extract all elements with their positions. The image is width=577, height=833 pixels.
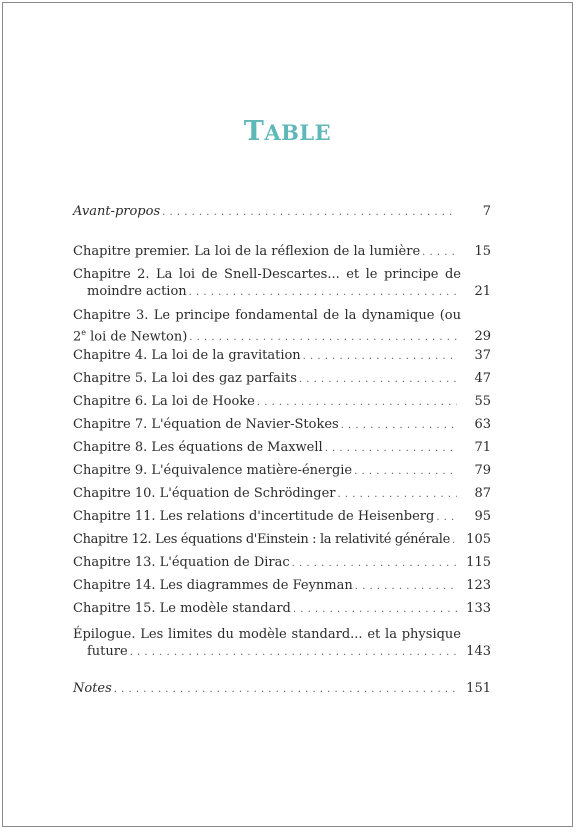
dot-leader	[436, 510, 457, 526]
dot-leader	[325, 441, 457, 457]
dot-leader	[114, 682, 457, 698]
toc-entry-chapitre-11	[73, 509, 491, 526]
dot-leader	[189, 330, 457, 346]
toc-entry-title-line2: future	[87, 644, 128, 659]
toc-entry-title: Chapitre 11. Les relations d'incertitude de Heisenberg	[73, 509, 435, 524]
toc-entry-page: 79	[474, 463, 491, 478]
toc-entry-title: Chapitre 12. Les équations d'Einstein : la relativité générale	[73, 532, 450, 547]
toc-entry-epilogue	[73, 627, 491, 661]
toc-entry-page: 143	[466, 644, 491, 659]
title-initial: T	[243, 116, 265, 147]
dot-leader	[422, 245, 457, 261]
toc-entry-title-line1: Chapitre 3. Le principe fondamental de la dynamique (ou	[73, 308, 461, 323]
dot-leader	[189, 285, 457, 301]
toc-entry-page: 123	[466, 578, 491, 593]
toc-entry-chapitre-5	[73, 371, 491, 388]
dot-leader	[354, 464, 457, 480]
book-page	[2, 2, 573, 827]
toc-entry-title: Chapitre 14. Les diagrammes de Feynman	[73, 578, 353, 593]
toc-entry-title: Chapitre 4. La loi de la gravitation	[73, 348, 301, 363]
toc-entry-chapitre-14	[73, 578, 491, 595]
toc-entry-title: Chapitre premier. La loi de la réflexion de la lumière	[73, 244, 421, 259]
dot-leader	[257, 395, 457, 411]
dot-leader	[162, 205, 457, 221]
dot-leader	[452, 533, 457, 549]
dot-leader	[293, 602, 457, 618]
toc-entry-title: Chapitre 13. L'équation de Dirac	[73, 555, 290, 570]
page-title	[3, 116, 572, 147]
toc-entry-page: 55	[474, 394, 491, 409]
toc-entry-page: 115	[466, 555, 491, 570]
toc-entry-title: Chapitre 15. Le modèle standard	[73, 601, 291, 616]
toc-entry-page: 71	[474, 440, 491, 455]
toc-entry-chapitre-12	[73, 532, 491, 549]
toc-entry-page: 7	[482, 204, 491, 219]
toc-entry-chapitre-10	[73, 486, 491, 503]
dot-leader	[341, 418, 457, 434]
toc-entry-chapitre-6	[73, 394, 491, 411]
toc-entry-title: Chapitre 7. L'équation de Navier-Stokes	[73, 417, 339, 432]
toc-entry-page: 87	[474, 486, 491, 501]
toc-entry-title: Chapitre 10. L'équation de Schrödinger	[73, 486, 336, 501]
toc-entry-title: Chapitre 6. La loi de Hooke	[73, 394, 255, 409]
toc-entry-avant-propos	[73, 204, 491, 221]
dot-leader	[292, 556, 457, 572]
toc-entry-title-line1: Chapitre 2. La loi de Snell-Descartes... et le principe de	[73, 267, 461, 282]
toc-entry-chapitre-15	[73, 601, 491, 618]
toc-entry-page: 21	[474, 284, 491, 299]
toc-entry-title: Chapitre 8. Les équations de Maxwell	[73, 440, 323, 455]
toc-entry-chapitre-13	[73, 555, 491, 572]
title-rest: ABLE	[264, 120, 332, 145]
toc-entry-page: 105	[466, 532, 491, 547]
toc-entry-title: Chapitre 9. L'équivalence matière-énergie	[73, 463, 353, 478]
toc-entry-title: Notes	[73, 681, 112, 696]
toc-entry-chapitre-9	[73, 463, 491, 480]
toc-entry-title-line1: Épilogue. Les limites du modèle standard... et la physique	[73, 627, 461, 642]
dot-leader	[299, 372, 457, 388]
toc-entry-title-line2: 2e loi de Newton)	[73, 328, 188, 345]
toc-entry-page: 151	[466, 681, 491, 696]
toc-entry-page: 63	[474, 417, 491, 432]
toc-entry-page: 15	[474, 244, 491, 259]
dot-leader	[130, 645, 457, 661]
dot-leader	[338, 487, 457, 503]
dot-leader	[303, 349, 457, 365]
toc-entry-page: 95	[474, 509, 491, 524]
toc-entry-chapitre-3	[73, 308, 491, 346]
toc-entry-chapitre-7	[73, 417, 491, 434]
toc-entry-page: 29	[474, 329, 491, 345]
toc-entry-notes	[73, 681, 491, 698]
toc-entry-chapitre-4	[73, 348, 491, 365]
dot-leader	[355, 579, 457, 595]
toc-entry-page: 133	[466, 601, 491, 616]
toc-entry-page: 47	[474, 371, 491, 386]
toc-entry-chapitre-premier	[73, 244, 491, 261]
toc-entry-chapitre-8	[73, 440, 491, 457]
toc-entry-title: Chapitre 5. La loi des gaz parfaits	[73, 371, 297, 386]
toc-entry-title-line2: moindre action	[87, 284, 187, 299]
toc-entry-chapitre-2	[73, 267, 491, 301]
toc-entry-title: Avant-propos	[73, 204, 161, 219]
toc-entry-page: 37	[474, 348, 491, 363]
